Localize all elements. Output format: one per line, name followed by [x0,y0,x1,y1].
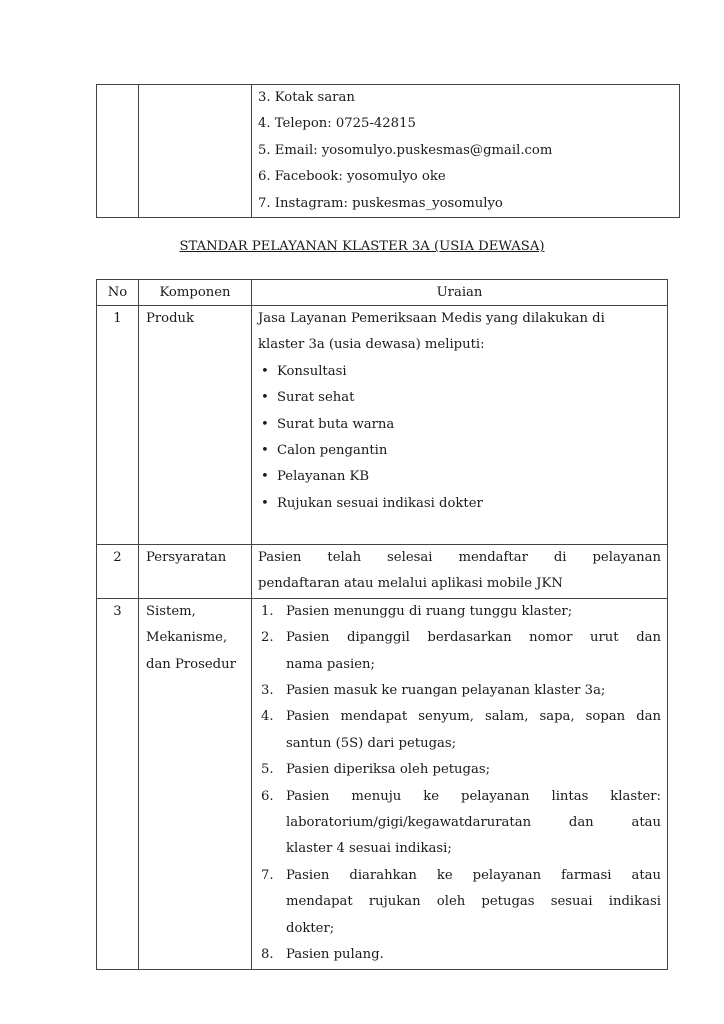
step-item [258,678,661,704]
step-text: Pasien pulang. [286,947,384,963]
step-text: Pasien diarahkan ke pelayanan farmasi atau [286,867,661,883]
step-text: laboratorium/gigi/kegawatdaruratan dan atau [286,815,661,831]
step-continuation [258,652,661,678]
step-text: Pasien diperiksa oleh petugas; [286,762,491,778]
bullet-item: • Konsultasi [258,359,661,385]
step-number: 2. [261,630,274,646]
step-number: 6. [261,788,274,804]
step-item [258,625,661,651]
table-row [97,545,668,599]
row-komponen: Produk [139,306,252,545]
bullet-item: • Rujukan sesuai indikasi dokter [258,491,661,517]
no-cell [97,85,139,218]
step-number: 5. [261,762,274,778]
step-text: Pasien menunggu di ruang tunggu klaster; [286,603,573,619]
step-item [258,599,661,625]
bullet-item: • Surat buta warna [258,412,661,438]
step-text: Pasien mendapat senyum, salam, sapa, sopan dan [286,709,661,725]
step-text: santun (5S) dari petugas; [286,735,457,751]
step-text: Pasien menuju ke pelayanan lintas klaster: [286,788,661,804]
service-standard-table [96,279,668,970]
komponen-cell [139,85,252,218]
section-title: STANDAR PELAYANAN KLASTER 3A (USIA DEWASA) [179,239,545,254]
contact-item: 4. Telepon: 0725-42815 [258,116,416,132]
step-item [258,784,661,810]
step-text: Pasien masuk ke ruangan pelayanan klaster 3a; [286,683,606,699]
bullet-item: • Pelayanan KB [258,464,661,490]
row-komponen: Persyaratan [139,545,252,599]
justified-line: Pasien telah selesai mendaftar di pelayanan [258,550,661,565]
row-uraian [252,306,668,545]
bullet-item: • Calon pengantin [258,438,661,464]
step-continuation [258,836,661,862]
uraian-cell [252,85,680,218]
row-number: 3 [97,598,139,969]
intro-text: Jasa Layanan Pemeriksaan Medis yang dilakukan di [258,311,605,326]
step-number: 7. [261,867,274,883]
contact-item: 6. Facebook: yosomulyo oke [258,169,446,185]
text-line: pendaftaran atau melalui aplikasi mobile JKN [258,576,563,592]
step-continuation [258,889,661,915]
contact-continuation-table [96,84,680,218]
header-komponen: Komponen [139,280,252,306]
table-row [97,85,680,218]
step-text: Pasien dipanggil berdasarkan nomor urut dan [286,630,661,646]
bullet-item: • Surat sehat [258,385,661,411]
step-number: 8. [261,947,274,963]
step-item [258,757,661,783]
table-row [97,306,668,545]
step-item [258,863,661,889]
header-no: No [97,280,139,306]
row-number: 1 [97,306,139,545]
step-item [258,942,661,968]
step-continuation [258,916,661,942]
row-komponen: Sistem, Mekanisme, dan Prosedur [139,598,252,969]
step-text: dokter; [286,920,335,936]
step-item [258,704,661,730]
contact-item: 5. Email: yosomulyo.puskesmas@gmail.com [258,142,553,158]
step-text: klaster 4 sesuai indikasi; [286,841,452,857]
row-uraian [252,598,668,969]
table-row [97,598,668,969]
intro-text: klaster 3a (usia dewasa) meliputi: [258,337,485,353]
contact-item: 7. Instagram: puskesmas_yosomulyo [258,195,503,211]
step-continuation [258,810,661,836]
row-number: 2 [97,545,139,599]
steps-list [258,599,661,969]
row-uraian [252,545,668,599]
step-number: 1. [261,603,274,619]
step-text: mendapat rujukan oleh petugas sesuai indikasi [286,894,661,910]
table-header-row [97,280,668,306]
step-text: nama pasien; [286,656,375,672]
header-uraian: Uraian [252,280,668,306]
step-number: 3. [261,683,274,699]
step-number: 4. [261,709,274,725]
contact-item: 3. Kotak saran [258,90,355,105]
step-continuation [258,731,661,757]
